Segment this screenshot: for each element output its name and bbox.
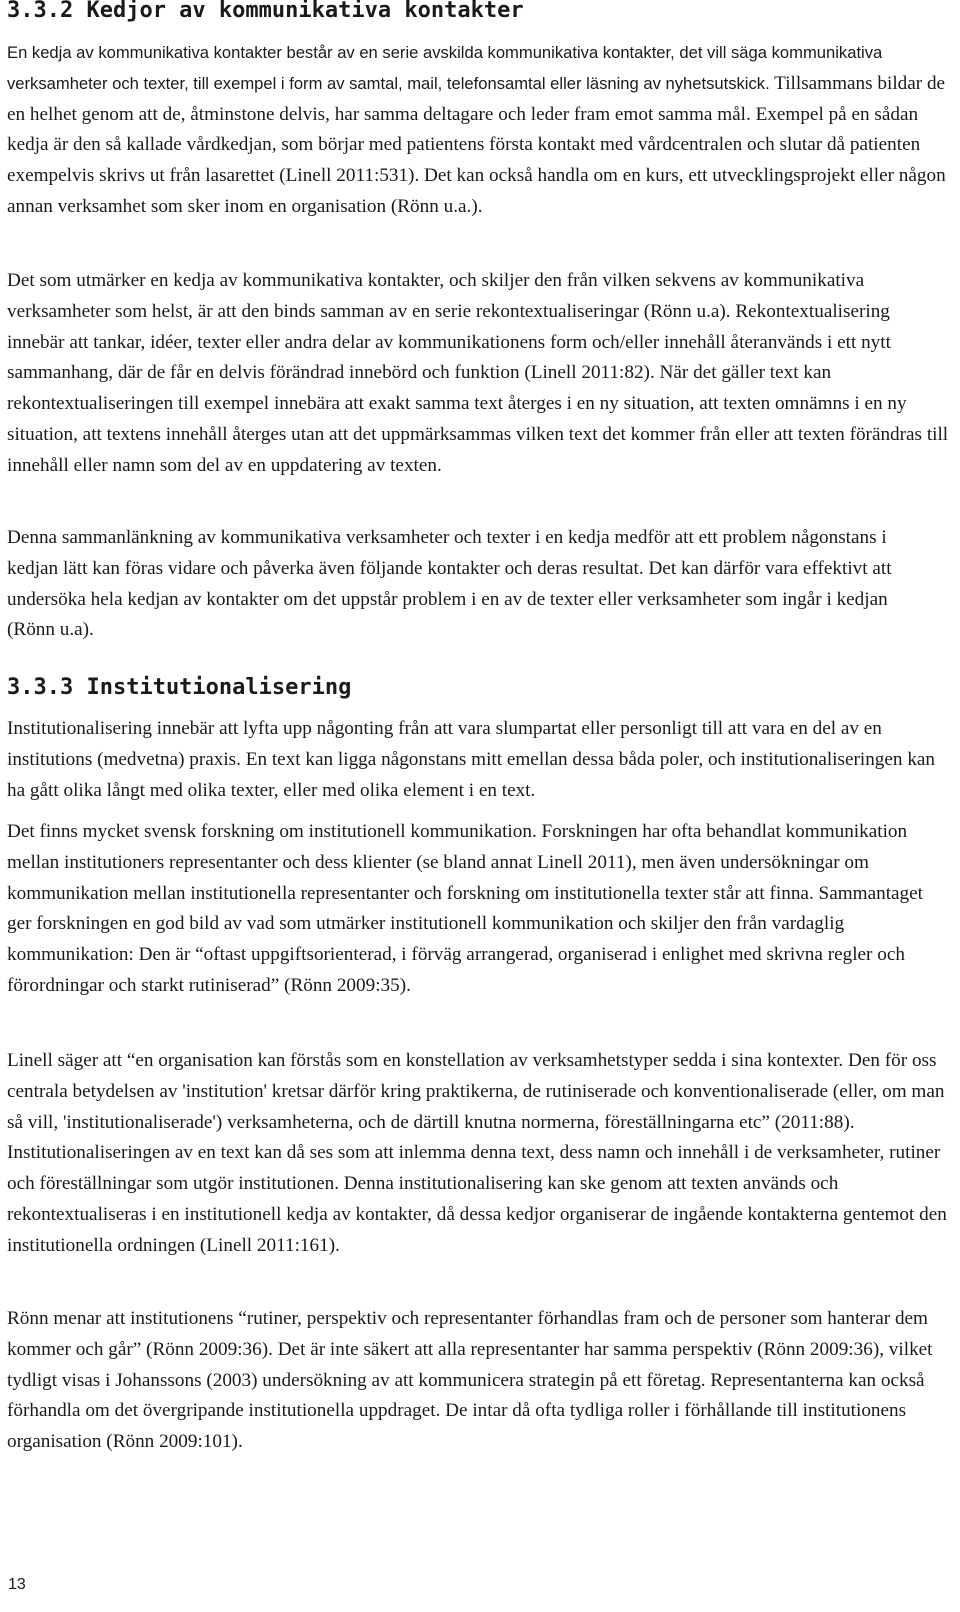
section-heading: 3.3.3 Institutionalisering bbox=[7, 675, 352, 700]
paragraph-text-sans: En kedja av kommunikativa kontakter består av en serie avskilda kommunikativa kontakter, det vill säga kommunikativa verksamheter och texter, till exempel i form av samtal, mail, telefonsamtal eller läsning av nyhetsutskick. bbox=[7, 43, 883, 93]
paragraph: Linell säger att “en organisation kan förstås som en konstellation av verksamhetstyper sedda i sina kontexter. Den för oss centrala betydelsen av 'institution' kretsar därför kring praktikerna, de rutiniserade och konventionaliserade (eller, om man så vill, 'institutionaliserade') verksamheterna, och de därtill knutna normerna, föreställningarna etc” (2011:88). Institutionaliseringen av en text kan då ses som att inlemma denna text, dess namn och innehåll i de verksamheter, rutiner och föreställningar som utgör institutionen. Denna institutionalisering kan ske genom att texten används och rekontextualiseras i en institutionell kedja av kontakter, då dessa kedjor organiserar de ingående kontakterna gentemot den institutionella ordningen (Linell 2011:161). bbox=[7, 1050, 947, 1256]
paragraph: Det som utmärker en kedja av kommunikativa kontakter, och skiljer den från vilken sekvens av kommunikativa verksamheter som helst, är att den binds samman av en serie rekontextualiseringar (Rönn u.a). Rekontextualisering innebär att tankar, idéer, texter eller andra delar av kommunikationens form och/eller innehåll återanvänds i ett nytt sammanhang, där de får en delvis förändrad innebörd och funktion (Linell 2011:82). När det gäller text kan rekontextualiseringen till exempel innebära att exakt samma text återges i en ny situation, att texten omnämns i en ny situation, att textens innehåll återges utan att det uppmärksammas vilken text det kommer från eller att texten förändras till innehåll eller namn som del av en uppdatering av texten. bbox=[7, 270, 949, 476]
paragraph: Institutionalisering innebär att lyfta upp någonting från att vara slumpartat eller personligt till att vara en del av en institutions (medvetna) praxis. En text kan ligga någonstans mitt emellan dessa båda poler, och institutionaliseringen kan ha gått olika långt med olika texter, eller med olika element i en text. bbox=[7, 718, 936, 801]
paragraph: Rönn menar att institutionens “rutiner, perspektiv och representanter förhandlas fram och de personer som hanterar dem kommer och går” (Rönn 2009:36). Det är inte säkert att alla representanter har samma perspektiv (Rönn 2009:36), vilket tydligt visas i Johanssons (2003) undersökning av att kommunicera strategin på ett företag. Representanterna kan också förhandla om det övergripande institutionella uppdraget. De intar då ofta tydliga roller i förhållande till institutionens organisation (Rönn 2009:101). bbox=[7, 1308, 933, 1453]
paragraph: Det finns mycket svensk forskning om institutionell kommunikation. Forskningen har ofta behandlat kommunikation mellan institutioners representanter och dess klienter (se bland annat Linell 2011), men även undersökningar om kommunikation mellan institutionella representanter och forskning om institutionella texter står att finna. Sammantaget ger forskningen en god bild av vad som utmärker institutionell kommunikation och skiljer den från vardaglig kommunikation: Den är “oftast uppgiftsorienterad, i förväg arrangerad, organiserad i enlighet med skrivna regler och förordningar och starkt rutiniserad” (Rönn 2009:35). bbox=[7, 821, 923, 996]
section-heading: 3.3.2 Kedjor av kommunikativa kontakter bbox=[7, 0, 524, 23]
paragraph: Denna sammanlänkning av kommunikativa verksamheter och texter i en kedja medför att ett problem någonstans i kedjan lätt kan föras vidare och påverka även följande kontakter och deras resultat. Det kan därför vara effektivt att undersöka hela kedjan av kontakter om det uppstår problem i en av de texter eller verksamheter som ingår i kedjan (Rönn u.a). bbox=[7, 527, 892, 641]
paragraph bbox=[7, 38, 947, 223]
page-number: 13 bbox=[8, 1576, 26, 1593]
paragraph-text: Tillsammans bildar de en helhet genom att de, åtminstone delvis, har samma deltagare och leder fram emot samma mål. Exempel på en sådan kedja är den så kallade vårdkedjan, som börjar med patientens första kontakt med vårdcentralen och slutar då patienten exempelvis skrivs ut från lasarettet (Linell 2011:531). Det kan också handla om en kurs, ett utvecklingsprojekt eller någon annan verksamhet som sker inom en organisation (Rönn u.a.). bbox=[7, 72, 946, 217]
